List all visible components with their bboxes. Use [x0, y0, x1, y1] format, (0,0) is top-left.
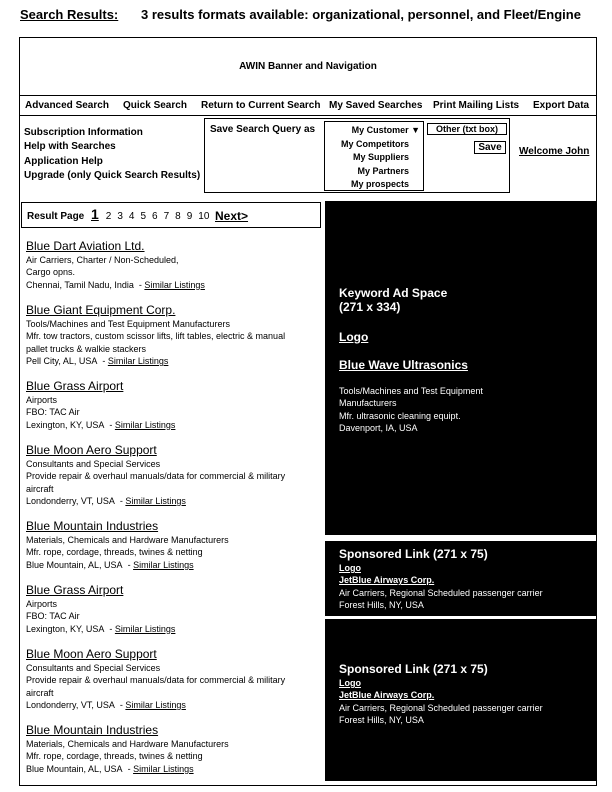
result-company-link[interactable]: Blue Moon Aero Support — [26, 647, 157, 661]
result-item: Blue Mountain Industries Materials, Chemicals and Hardware Manufacturers Mfr. rope, cordage, threads, twines & netting Blue Mountain, AL, USA - Similar Listings — [26, 519, 326, 571]
similar-listings-link[interactable]: Similar Listings — [114, 419, 176, 430]
page-link[interactable]: 6 — [152, 211, 158, 222]
other-name-input[interactable]: Other (txt box) — [427, 123, 507, 135]
similar-listings-link[interactable]: Similar Listings — [107, 355, 169, 366]
result-item: Blue Moon Aero Support Consultants and Special Services Provide repair & overhaul manuals/data for commercial & military aircraft Londonderry, VT, USA - Similar Listings — [26, 647, 326, 711]
next-page-link[interactable]: Next> — [215, 209, 249, 223]
save-button[interactable]: Save — [474, 141, 506, 154]
result-location: Blue Mountain, AL, USA — [26, 559, 123, 570]
keyword-ad-line: Mfr. ultrasonic cleaning equipt. — [339, 410, 461, 421]
page-link[interactable]: 9 — [186, 211, 193, 222]
result-line: pallet trucks & walkie stackers — [26, 343, 147, 354]
sponsored-company-link[interactable]: JetBlue Airways Corp. — [339, 690, 435, 701]
keyword-ad-description — [339, 385, 539, 434]
results-formats-description: 3 results formats available: organizational, personnel, and Fleet/Engine — [141, 7, 581, 22]
nav-print-mailing-lists[interactable]: Print Mailing Lists — [433, 100, 520, 111]
keyword-ad-title-line: Keyword Ad Space — [339, 286, 448, 300]
sponsored-logo[interactable]: Logo — [339, 678, 361, 688]
result-line: Air Carriers, Charter / Non-Scheduled, — [26, 255, 179, 265]
similar-listings-link[interactable]: Similar Listings — [133, 763, 194, 774]
result-item: Blue Giant Equipment Corp. Tools/Machines and Test Equipment Manufacturers Mfr. tow tractors, custom scissor lifts, lift tables, electric & manual pallet trucks & walkie stackers Pell City, AL, USA - Similar Listings — [26, 303, 326, 367]
sponsored-description: Air Carriers, Regional Scheduled passenger carrier — [339, 587, 543, 598]
banner-text: AWIN Banner and Navigation — [239, 61, 377, 72]
result-line: aircraft — [26, 483, 54, 494]
nav-my-saved-searches[interactable]: My Saved Searches — [329, 100, 423, 111]
keyword-ad-company-link[interactable]: Blue Wave Ultrasonics — [339, 358, 468, 372]
result-line: aircraft — [26, 687, 54, 698]
result-item: Blue Grass Airport Airports FBO: TAC Air Lexington, KY, USA - Similar Listings — [26, 379, 326, 431]
sponsored-link-ad — [325, 541, 596, 616]
nav-quick-search[interactable]: Quick Search — [123, 100, 187, 111]
option-my-partners[interactable]: My Partners — [357, 166, 409, 176]
save-category-list[interactable] — [324, 121, 424, 191]
result-line: Consultants and Special Services — [26, 663, 161, 673]
save-search-query-label: Save Search Query as — [210, 124, 316, 135]
result-item: Blue Dart Aviation Ltd. Air Carriers, Charter / Non-Scheduled, Cargo opns. Chennai, Tamil Nadu, India - Similar Listings — [26, 239, 326, 291]
keyword-ad — [325, 201, 596, 535]
result-company-link[interactable]: Blue Dart Aviation Ltd. — [26, 239, 145, 253]
result-location: Lexington, KY, USA — [26, 419, 105, 430]
result-company-link[interactable]: Blue Giant Equipment Corp. — [26, 303, 176, 317]
sponsored-title: Sponsored Link (271 x 75) — [339, 662, 488, 676]
result-line: Provide repair & overhaul manuals/data for commercial & military — [26, 471, 286, 482]
keyword-ad-line: Davenport, IA, USA — [339, 422, 418, 433]
help-with-searches-link[interactable]: Help with Searches — [24, 141, 116, 153]
option-my-competitors[interactable]: My Competitors — [340, 139, 409, 149]
result-location: Londonderry, VT, USA — [26, 495, 115, 506]
sponsored-company-link[interactable]: JetBlue Airways Corp. — [339, 575, 435, 586]
result-line: Consultants and Special Services — [26, 459, 161, 469]
page-link[interactable]: 8 — [175, 211, 181, 222]
result-line: Tools/Machines and Test Equipment Manufacturers — [26, 319, 230, 329]
result-company-link[interactable]: Blue Grass Airport — [26, 379, 124, 393]
application-help-link[interactable]: Application Help — [24, 155, 103, 167]
page-link[interactable]: 3 — [117, 211, 123, 222]
sponsored-title: Sponsored Link (271 x 75) — [339, 547, 488, 561]
result-line: Mfr. rope, cordage, threads, twines & netting — [26, 547, 203, 558]
keyword-ad-line: Tools/Machines and Test Equipment — [339, 386, 483, 396]
banner — [20, 38, 596, 96]
similar-listings-link[interactable]: Similar Listings — [133, 559, 194, 570]
sponsored-link-ad — [325, 619, 596, 781]
option-my-prospects[interactable]: My prospects — [350, 179, 409, 189]
result-line: Airports — [26, 395, 58, 405]
result-page-label: Result Page — [27, 211, 85, 222]
result-item: Blue Mountain Industries Materials, Chemicals and Hardware Manufacturers Mfr. rope, cordage, threads, twines & netting Blue Mountain, AL, USA - Similar Listings — [26, 723, 326, 775]
nav-export-data[interactable]: Export Data — [533, 100, 590, 111]
option-my-suppliers[interactable]: My Suppliers — [352, 152, 409, 162]
keyword-ad-logo: Logo — [339, 330, 369, 344]
result-line: Provide repair & overhaul manuals/data for commercial & military — [26, 675, 286, 686]
pagination — [21, 202, 321, 228]
result-company-link[interactable]: Blue Grass Airport — [26, 583, 124, 597]
keyword-ad-line: Manufacturers — [339, 398, 397, 409]
result-line: Mfr. tow tractors, custom scissor lifts, lift tables, electric & manual — [26, 331, 286, 342]
result-line: FBO: TAC Air — [26, 407, 80, 418]
page-link[interactable]: 1 — [91, 206, 99, 222]
similar-listings-link[interactable]: Similar Listings — [114, 623, 176, 634]
page-link[interactable]: 4 — [128, 211, 135, 222]
result-line: Cargo opns. — [26, 267, 76, 278]
result-line: Materials, Chemicals and Hardware Manufacturers — [26, 535, 229, 545]
page-link[interactable]: 10 — [198, 211, 210, 222]
search-results-label: Search Results: — [20, 7, 119, 22]
account-links — [24, 126, 200, 183]
nav-advanced-search[interactable]: Advanced Search — [25, 100, 109, 111]
nav-return-to-current-search[interactable]: Return to Current Search — [201, 100, 321, 111]
result-line: Materials, Chemicals and Hardware Manufacturers — [26, 739, 229, 749]
result-company-link[interactable]: Blue Mountain Industries — [26, 723, 159, 737]
sponsored-location: Forest Hills, NY, USA — [339, 714, 424, 725]
save-search-query-panel — [204, 118, 510, 193]
page-link[interactable]: 5 — [140, 211, 147, 222]
sponsored-location: Forest Hills, NY, USA — [339, 599, 424, 610]
result-location: Blue Mountain, AL, USA — [26, 763, 123, 774]
result-item: Blue Moon Aero Support Consultants and Special Services Provide repair & overhaul manuals/data for commercial & military aircraft Londonderry, VT, USA - Similar Listings — [26, 443, 326, 507]
upgrade-link[interactable]: Upgrade (only Quick Search Results) — [24, 169, 201, 181]
similar-listings-link[interactable]: Similar Listings — [125, 699, 186, 710]
result-company-link[interactable]: Blue Mountain Industries — [26, 519, 159, 533]
page-number-list — [91, 206, 215, 222]
result-location: Londonderry, VT, USA — [26, 699, 115, 710]
similar-listings-link[interactable]: Similar Listings — [125, 495, 186, 506]
result-item: Blue Grass Airport Airports FBO: TAC Air Lexington, KY, USA - Similar Listings — [26, 583, 326, 635]
similar-listings-link[interactable]: Similar Listings — [144, 279, 205, 290]
page-header — [20, 7, 581, 22]
welcome-user-link[interactable]: Welcome John — [519, 146, 590, 157]
keyword-ad-size: (271 x 334) — [339, 300, 401, 314]
sponsored-logo[interactable]: Logo — [339, 563, 361, 573]
result-line: Airports — [26, 599, 58, 609]
page-frame — [19, 37, 597, 786]
nav-bar — [20, 97, 596, 116]
sponsored-description: Air Carriers, Regional Scheduled passenger carrier — [339, 702, 543, 713]
keyword-ad-title — [339, 286, 447, 314]
subscription-information-link[interactable]: Subscription Information — [24, 127, 143, 138]
result-location: Chennai, Tamil Nadu, India — [26, 279, 134, 290]
result-location: Lexington, KY, USA — [26, 623, 105, 634]
option-my-customer[interactable]: My Customer ▼ — [351, 125, 420, 135]
result-location: Pell City, AL, USA — [26, 355, 98, 366]
result-line: Mfr. rope, cordage, threads, twines & netting — [26, 751, 203, 762]
page-link[interactable]: 7 — [163, 211, 170, 222]
result-company-link[interactable]: Blue Moon Aero Support — [26, 443, 157, 457]
result-line: FBO: TAC Air — [26, 611, 80, 622]
page-link[interactable]: 2 — [105, 211, 112, 222]
